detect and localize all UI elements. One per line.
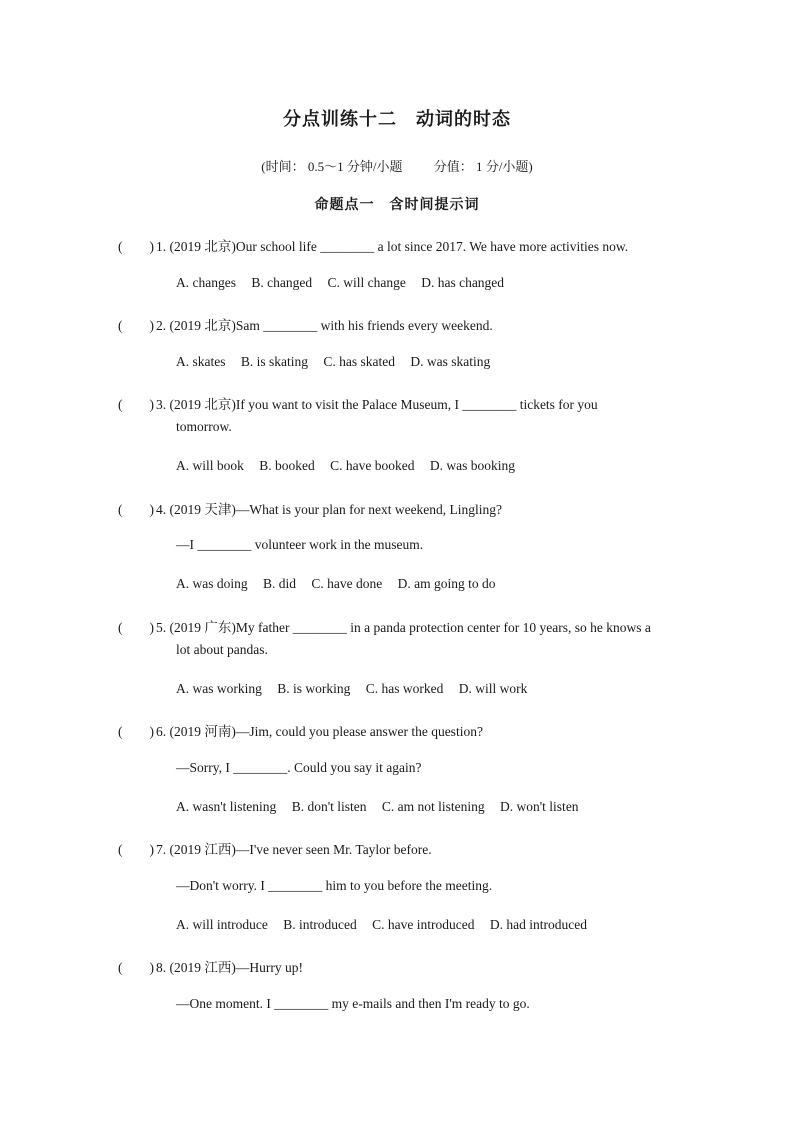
- option-c: C. have introduced: [372, 917, 475, 932]
- option-b: B. introduced: [283, 917, 357, 932]
- option-d: D. won't listen: [500, 799, 579, 814]
- option-c: C. has worked: [365, 681, 444, 696]
- score-info: 分值： 1 分/小题): [433, 159, 533, 174]
- option-d: D. was skating: [410, 354, 491, 369]
- option-c: C. has skated: [323, 354, 396, 369]
- question-2-stem: ( ) 2. (2019 北京)Sam ________ with his friends every weekend.: [118, 314, 493, 334]
- option-a: A. will introduce: [176, 917, 268, 932]
- option-a: A. wasn't listening: [176, 799, 277, 814]
- question-4-options: [176, 576, 508, 592]
- question-6-options: [176, 799, 591, 815]
- option-a: A. skates: [176, 354, 226, 369]
- answer-paren: ( ): [118, 318, 154, 333]
- answer-paren: ( ): [118, 960, 154, 975]
- option-a: A. was doing: [176, 576, 248, 591]
- option-d: D. will work: [458, 681, 528, 696]
- option-b: B. did: [263, 576, 297, 591]
- option-b: B. is working: [277, 681, 351, 696]
- question-6-stem: ( ) 6. (2019 河南)—Jim, could you please answer the question?: [118, 720, 483, 740]
- question-4-stem: ( ) 4. (2019 天津)—What is your plan for next weekend, Lingling?: [118, 498, 502, 518]
- answer-paren: ( ): [118, 724, 154, 739]
- question-2-options: [176, 354, 502, 370]
- question-4-reply: —I ________ volunteer work in the museum.: [176, 537, 424, 552]
- question-1-stem: ( ) 1. (2019 北京)Our school life ________ a lot since 2017. We have more activities now.: [118, 235, 628, 255]
- option-c: C. will change: [327, 275, 406, 290]
- question-5-options: [176, 681, 539, 697]
- option-d: D. had introduced: [489, 917, 587, 932]
- page-title: 分点训练十二 动词的时态: [283, 109, 511, 130]
- section-title: 命题点一 含时间提示词: [314, 197, 480, 213]
- question-3-options: [176, 458, 527, 474]
- answer-paren: ( ): [118, 239, 154, 254]
- option-d: D. was booking: [429, 458, 515, 473]
- option-a: A. will book: [176, 458, 244, 473]
- question-3-stem-cont: tomorrow.: [176, 419, 232, 434]
- question-7-options: [176, 917, 599, 933]
- option-a: A. changes: [176, 275, 236, 290]
- option-b: B. is skating: [240, 354, 309, 369]
- option-d: D. am going to do: [397, 576, 496, 591]
- question-6-reply: —Sorry, I ________. Could you say it again?: [176, 760, 422, 775]
- option-c: C. am not listening: [381, 799, 485, 814]
- option-b: B. don't listen: [291, 799, 367, 814]
- option-b: B. changed: [251, 275, 313, 290]
- question-8-stem: ( ) 8. (2019 江西)—Hurry up!: [118, 956, 303, 976]
- question-3-stem: ( ) 3. (2019 北京)If you want to visit the Palace Museum, I ________ tickets for you: [118, 393, 598, 413]
- option-d: D. has changed: [421, 275, 505, 290]
- answer-paren: ( ): [118, 620, 154, 635]
- question-8-reply: —One moment. I ________ my e-mails and then I'm ready to go.: [176, 996, 530, 1011]
- option-b: B. booked: [259, 458, 315, 473]
- question-5-stem-cont: lot about pandas.: [176, 642, 268, 657]
- question-5-stem: ( ) 5. (2019 广东)My father ________ in a panda protection center for 10 years, so he knows a: [118, 616, 651, 636]
- answer-paren: ( ): [118, 842, 154, 857]
- page-subtitle: [0, 156, 794, 175]
- option-c: C. have done: [311, 576, 383, 591]
- option-a: A. was working: [176, 681, 262, 696]
- time-info: (时间： 0.5～1 分钟/小题: [261, 159, 403, 174]
- question-7-stem: ( ) 7. (2019 江西)—I've never seen Mr. Taylor before.: [118, 838, 432, 858]
- option-c: C. have booked: [330, 458, 415, 473]
- answer-paren: ( ): [118, 502, 154, 517]
- question-1-options: [176, 275, 516, 291]
- question-7-reply: —Don't worry. I ________ him to you before the meeting.: [176, 878, 493, 893]
- answer-paren: ( ): [118, 397, 154, 412]
